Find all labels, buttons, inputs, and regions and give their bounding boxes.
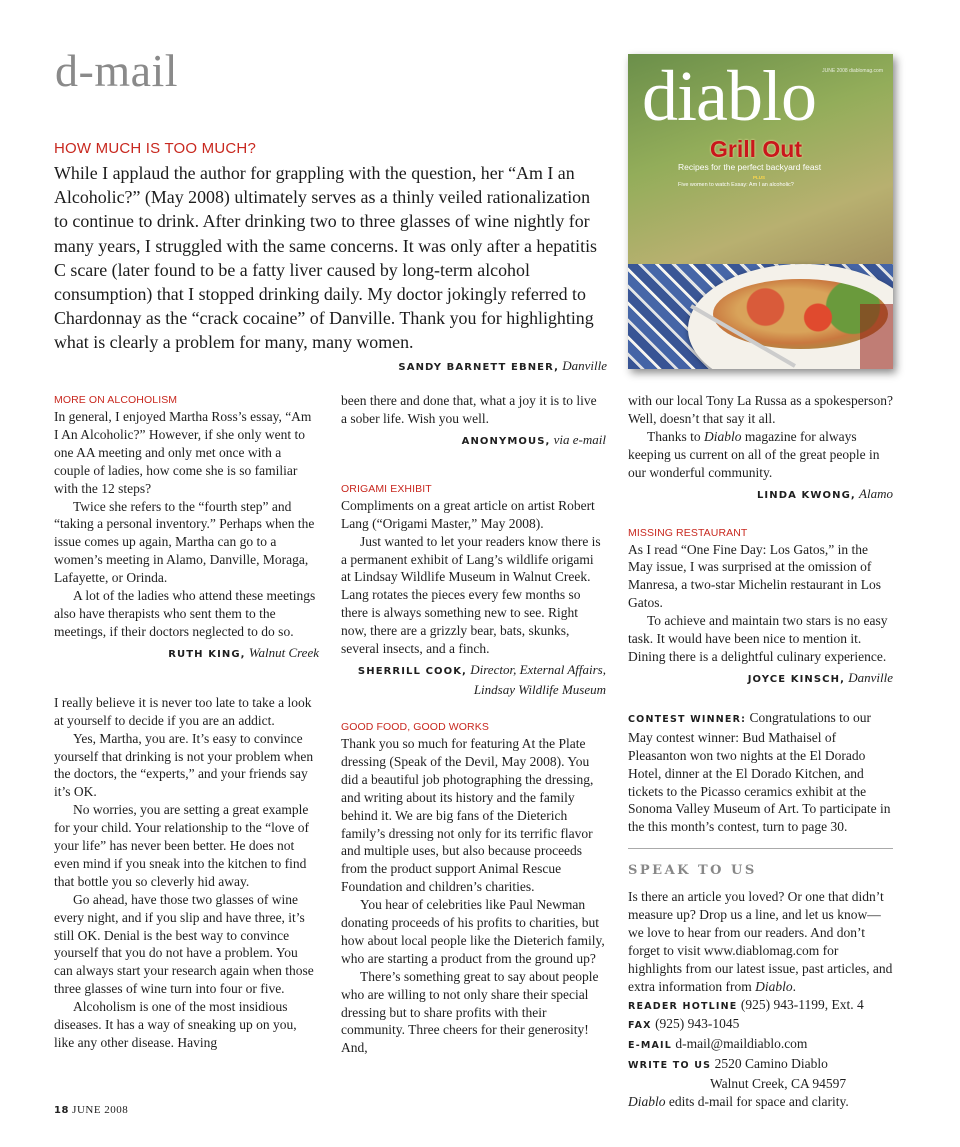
- paragraph: Thanks to Diablo magazine for always keeping us current on all of the great people in our wonderful community.: [628, 428, 880, 480]
- signature-name: ANONYMOUS,: [461, 435, 551, 447]
- letter-signature: [341, 661, 606, 699]
- paragraph: There’s something great to say about people who are willing to not only share their special dressing but to share profits with their community. Three cheers for their generosity! And,: [341, 968, 599, 1056]
- signature-title: Director, External Affairs,: [470, 661, 606, 677]
- letter-headline: ORIGAMI EXHIBIT: [341, 482, 432, 495]
- divider: [628, 848, 893, 849]
- signature-name: SHERRILL COOK,: [357, 665, 467, 677]
- letter-signature: [54, 644, 319, 664]
- paragraph: To achieve and maintain two stars is no easy task. It would have been nice to mention it. Dining there is a delightful culinary experience.: [628, 613, 888, 664]
- paragraph: As I read “One Fine Day: Los Gatos,” in the May issue, I was surprised at the omission of Manresa, a two-star Michelin restaurant in Los Gatos.: [628, 541, 882, 611]
- cover-plus: PLUS: [753, 175, 766, 180]
- cover-date: JUNE 2008 diablomag.com: [822, 68, 883, 74]
- paragraph: No worries, you are setting a great example for your child. Your relationship to the “love of your life” has never been better. He does not even mind if you sneak into the kitchen to find that bottle you so cleverly hid away.: [54, 802, 309, 889]
- issue-date: JUNE 2008: [68, 1104, 129, 1116]
- letter-signature: [341, 431, 606, 451]
- magazine-cover: [628, 54, 893, 369]
- letter-signature: [628, 485, 893, 505]
- paragraph: Thank you so much for featuring At the Plate dressing (Speak of the Devil, May 2008). You did a beautiful job photographing the dressing, and writing about its history and the family behind it. We are big fans of the Dieterich family’s dressing not only for its terrific flavor and multiple uses, but also because proceeds from the product support Animal Rescue Foundation and children’s charities.: [341, 735, 594, 895]
- cover-wine-glass: [860, 304, 893, 369]
- signature-location: Walnut Creek: [248, 644, 319, 660]
- letter-headline: MORE ON ALCOHOLISM: [54, 394, 178, 406]
- paragraph: Yes, Martha, you are. It’s easy to convince yourself that drinking is not your problem when the doctors, the “experts,” and your friends say it’s OK.: [54, 730, 314, 800]
- paragraph: A lot of the ladies who attend these meetings also have therapists who sent them to the meetings, if their doctors neglected to do so.: [54, 588, 316, 639]
- lead-letter: [54, 140, 607, 374]
- signature-name: RUTH KING,: [168, 648, 246, 660]
- column-1: [54, 392, 319, 1052]
- paragraph: In general, I enjoyed Martha Ross’s essay, “Am I An Alcoholic?” However, if she only went to one AA meeting and only met once with a couple of ladies, how come she is so familiar with the 12 steps?: [54, 409, 312, 496]
- speak-to-us-text: Is there an article you loved? Or one that didn’t measure up? Drop us a line, and let us know—we love to hear from our readers. And don’t forget to visit www.diablomag.com for highlights from our latest issue, past articles, and extra information from Diablo.: [628, 889, 893, 994]
- contest-label: CONTEST WINNER:: [628, 713, 747, 725]
- fax-number: FAX (925) 943-1045: [628, 1016, 740, 1032]
- paragraph: been there and done that, what a joy it is to live a sober life. Wish you well.: [341, 393, 597, 426]
- page-folio: [54, 1104, 128, 1116]
- paragraph: Compliments on a great article on artist Robert Lang (“Origami Master,” May 2008).: [341, 497, 595, 531]
- cover-subline: Recipes for the perfect backyard feast: [678, 162, 822, 172]
- letter-headline: GOOD FOOD, GOOD WORKS: [341, 720, 489, 733]
- lead-headline: HOW MUCH IS TOO MUCH?: [54, 140, 256, 157]
- paragraph: Go ahead, have those two glasses of wine every night, and if you slip and have three, it’s still OK. Denial is the best way to convince yourself that you do not have a problem. You can always start your research again when those three glasses of wine turn into four or five.: [54, 891, 314, 997]
- signature-name: JOYCE KINSCH,: [747, 673, 845, 685]
- paragraph: Twice she refers to the “fourth step” and “taking a personal inventory.” Perhaps when the issue comes up again, Martha can go to a women’s meeting in Alamo, Danville, Moraga, Lafayette, or Orinda.: [54, 498, 315, 586]
- paragraph: with our local Tony La Russa as a spokesperson? Well, doesn’t that say it all.: [628, 393, 894, 426]
- section-title: d-mail: [55, 45, 179, 96]
- paragraph: You hear of celebrities like Paul Newman donating proceeds of his profits to charities, but how about local people like the Dieterich family, who are starting a product from the ground up?: [341, 897, 605, 966]
- column-3: [628, 392, 893, 1111]
- paragraph: Just wanted to let your readers know there is a permanent exhibit of Lang’s wildlife origami at Lindsay Wildlife Museum in Walnut Creek. Lang rotates the pieces every few months so there is always something new to see. Right now, there are a grizzly bear, bats, skunks, several insects, and a finch.: [341, 533, 601, 657]
- signature-name: SANDY BARNETT EBNER,: [398, 361, 559, 373]
- email-address[interactable]: E-MAIL d-mail@maildiablo.com: [628, 1036, 808, 1052]
- cover-line: Grill Out: [710, 136, 802, 162]
- speak-to-us-heading: SPEAK TO US: [628, 863, 757, 879]
- letter-signature: [628, 669, 893, 689]
- paragraph: I really believe it is never too late to take a look at yourself to decide if you are an addict.: [54, 694, 312, 728]
- cover-masthead: diablo: [642, 56, 816, 136]
- reader-hotline: READER HOTLINE (925) 943-1199, Ext. 4: [628, 996, 864, 1012]
- contest-winner: CONTEST WINNER: Congratulations to our May contest winner: Bud Mathaisel of Pleasanton won two nights at the El Dorado Hotel, dinner at the El Dorado Kitchen, and tickets to the Picasso ceramics exhibit at the Sonoma Valley Museum of Art. To participate in the this month’s contest, turn to page 30.: [628, 709, 891, 835]
- letter-headline: MISSING RESTAURANT: [628, 526, 748, 539]
- signature-location: via e-mail: [553, 431, 606, 447]
- signature-location: Danville: [562, 357, 607, 373]
- signature-name: LINDA KWONG,: [756, 489, 856, 501]
- column-2: [341, 392, 606, 1057]
- page-number: 18: [54, 1105, 69, 1116]
- cover-tease: Five women to watch Essay: Am I an alcoholic?: [678, 182, 794, 188]
- paragraph: Alcoholism is one of the most insidious diseases. It has a way of sneaking up on you, like any other disease. Having: [54, 999, 297, 1050]
- signature-location: Alamo: [859, 485, 893, 501]
- lead-signature: [54, 358, 607, 374]
- signature-organization: Lindsay Wildlife Museum: [473, 681, 606, 697]
- signature-location: Danville: [848, 669, 893, 685]
- lead-body: While I applaud the author for grappling with the question, her “Am I an Alcoholic?” (May 2008) ultimately serves as a thinly veiled rationalization to continue to drink. After drinking two to three glasses of wine nightly for many years, I struggled with the same concerns. It was only after a hepatitis C scare (later found to be a fatty liver caused by long-term alcohol consumption) that I stopped drinking daily. My doctor jokingly referred to Chardonnay as the “crack cocaine” of Danville. Thank you for highlighting what is clearly a problem for many, many women.: [54, 163, 598, 353]
- mailing-city: Walnut Creek, CA 94597: [710, 1076, 847, 1092]
- mailing-address: WRITE TO US 2520 Camino Diablo: [628, 1056, 828, 1072]
- editing-note: Diablo edits d-mail for space and clarity.: [628, 1094, 849, 1110]
